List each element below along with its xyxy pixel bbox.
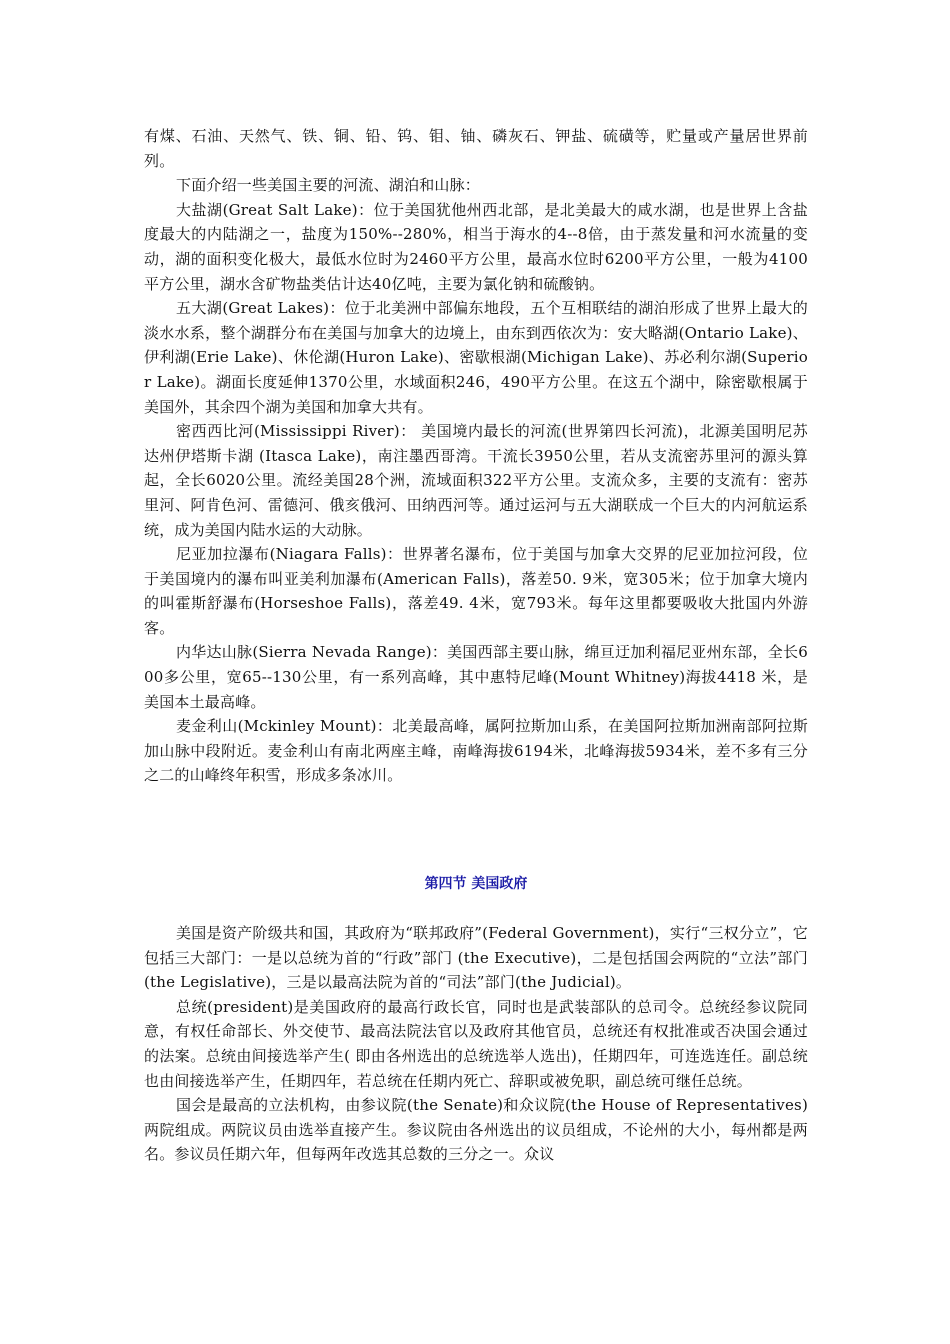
government-text-block bbox=[144, 921, 808, 1167]
paragraph-minerals-continued: 有煤、石油、天然气、铁、铜、铅、钨、钼、铀、磷灰石、钾盐、硫磺等，贮量或产量居世界前列。 bbox=[144, 127, 808, 170]
paragraph-niagara-falls: 尼亚加拉瀑布(Niagara Falls)：世界著名瀑布，位于美国与加拿大交界的尼亚加拉河段，位于美国境内的瀑布叫亚美利加瀑布(American Falls)，落差50. 9米，宽305米；位于加拿大境内的叫霍斯舒瀑布(Horseshoe Falls)，落差49. 4米，宽793米。每年这里都要吸收大批国内外游客。 bbox=[144, 545, 808, 637]
section-heading: 第四节 美国政府 bbox=[424, 876, 528, 892]
paragraph-federal-government: 美国是资产阶级共和国，其政府为“联邦政府”(Federal Government)，实行“三权分立”，它包括三大部门：一是以总统为首的“行政”部门 (the Executive)，二是包括国会两院的“立法”部门 (the Legislative)，三是以最高法院为首的“司法”部门(the Judicial)。 bbox=[144, 924, 808, 992]
paragraph-sierra-nevada: 内华达山脉(Sierra Nevada Range)：美国西部主要山脉，绵亘迂加利福尼亚州东部，全长600多公里，宽65--130公里，有一系列高峰，其中惠特尼峰(Mount Whitney)海拔4418 米，是美国本土最高峰。 bbox=[144, 643, 808, 711]
paragraph-great-salt-lake: 大盐湖(Great Salt Lake)：位于美国犹他州西北部，是北美最大的咸水湖，也是世界上含盐度最大的内陆湖之一，盐度为150%--280%，相当于海水的4--8倍，由于蒸发量和河水流量的变动，湖的面积变化极大，最低水位时为2460平方公里，最高水位时6200平方公里，一般为4100平方公里，湖水含矿物盐类估计达40亿吨，主要为氯化钠和硫酸钠。 bbox=[144, 200, 808, 293]
paragraph-mississippi-river: 密西西比河(Mississippi River)： 美国境内最长的河流(世界第四长河流)，北源美国明尼苏达州伊塔斯卡湖 (Itasca Lake)，南注墨西哥湾。干流长3950公里，若从支流密苏里河的源头算起，全长6020公里。流经美国28个洲，流域面积322平方公里。支流众多，主要的支流有：密苏里河、阿肯色河、雷德河、俄亥俄河、田纳西河等。通过运河与五大湖联成一个巨大的内河航运系统，成为美国内陆水运的大动脉。 bbox=[144, 422, 808, 539]
paragraph-congress: 国会是最高的立法机构，由参议院(the Senate)和众议院(the House of Representatives)两院组成。两院议员由选举直接产生。参议院由各州选出的议员组成，不论州的大小，每州都是两名。参议员任期六年，但每两年改选其总数的三分之一。众议 bbox=[144, 1096, 808, 1164]
top-text-block bbox=[144, 124, 808, 788]
paragraph-intro-rivers-lakes: 下面介绍一些美国主要的河流、湖泊和山脉： bbox=[176, 176, 481, 195]
paragraph-president: 总统(president)是美国政府的最高行政长官，同时也是武装部队的总司令。总统经参议院同意，有权任命部长、外交使节、最高法院法官以及政府其他官员，总统还有权批准或否决国会通过的法案。总统由间接选举产生( 即由各州选出的总统选举人选出)，任期四年，可连选连任。副总统也由间接选举产生，任期四年，若总统在任期内死亡、辞职或被免职，副总统可继任总统。 bbox=[144, 997, 808, 1090]
paragraph-mckinley: 麦金利山(Mckinley Mount)：北美最高峰，属阿拉斯加山系，在美国阿拉斯加洲南部阿拉斯加山脉中段附近。麦金利山有南北两座主峰，南峰海拔6194米，北峰海拔5934米，差不多有三分之二的山峰终年积雪，形成多条冰川。 bbox=[144, 717, 808, 785]
paragraph-great-lakes: 五大湖(Great Lakes)：位于北美洲中部偏东地段，五个互相联结的湖泊形成了世界上最大的淡水水系，整个湖群分布在美国与加拿大的边境上，由东到西依次为：安大略湖(Ontario Lake)、伊利湖(Erie Lake)、休伦湖(Huron Lake)、密歇根湖(Michigan Lake)、苏必利尔湖(Superior Lake)。湖面长度延伸1370公里，水域面积246，490平方公里。在这五个湖中，除密歇根属于美国外，其余四个湖为美国和加拿大共有。 bbox=[144, 299, 808, 416]
